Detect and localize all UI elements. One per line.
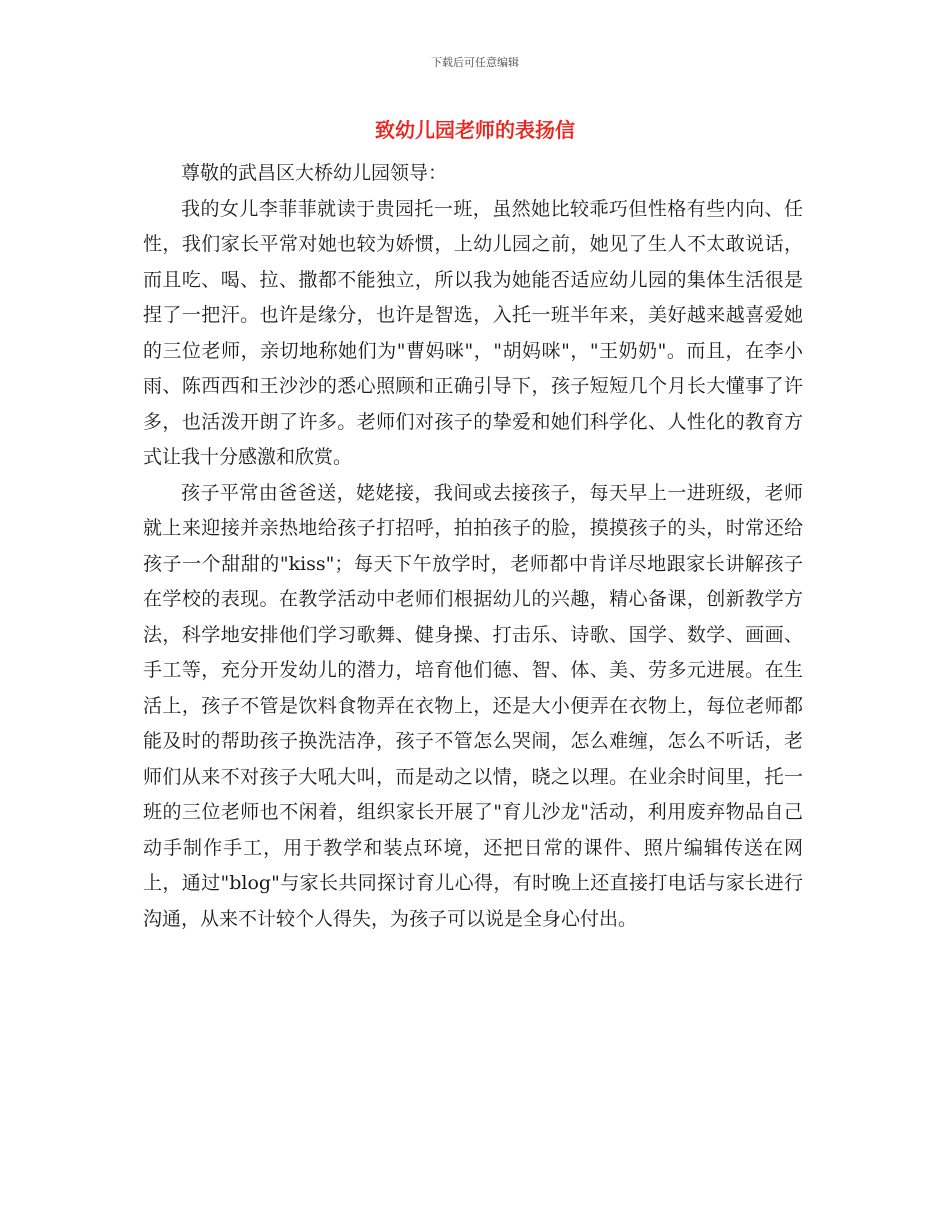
letter-body (143, 156, 803, 937)
letter-paragraph-1: 我的女儿李菲菲就读于贵园托一班，虽然她比较乖巧但性格有些内向、任性，我们家长平常对她也较为娇惯，上幼儿园之前，她见了生人不太敢说话，而且吃、喝、拉、撒都不能独立，所以我为她能否适应幼儿园的集体生活很是捏了一把汗。也许是缘分，也许是智选，入托一班半年来，美好越来越喜爱她的三位老师，亲切地称她们为"曹妈咪"，"胡妈咪"，"王奶奶"。而且，在李小雨、陈西西和王沙沙的悉心照顾和正确引导下，孩子短短几个月长大懂事了许多，也活泼开朗了许多。老师们对孩子的挚爱和她们科学化、人性化的教育方式让我十分感激和欣赏。 (143, 197, 803, 468)
document-title: 致幼儿园老师的表扬信 (375, 118, 575, 142)
letter-salutation: 尊敬的武昌区大桥幼儿园领导： (181, 162, 448, 184)
letter-paragraph-2: 孩子平常由爸爸送，姥姥接，我间或去接孩子，每天早上一进班级，老师就上来迎接并亲热地给孩子打招呼，拍拍孩子的脸，摸摸孩子的头，时常还给孩子一个甜甜的"kiss"；每天下午放学时，老师都中肯详尽地跟家长讲解孩子在学校的表现。在教学活动中老师们根据幼儿的兴趣，精心备课，创新教学方法，科学地安排他们学习歌舞、健身操、打击乐、诗歌、国学、数学、画画、手工等，充分开发幼儿的潜力，培育他们德、智、体、美、劳多元进展。在生活上，孩子不管是饮料食物弄在衣物上，还是大小便弄在衣物上，每位老师都能及时的帮助孩子换洗洁净，孩子不管怎么哭闹，怎么难缠，怎么不听话，老师们从来不对孩子大吼大叫，而是动之以情，晓之以理。在业余时间里，托一班的三位老师也不闲着，组织家长开展了"育儿沙龙"活动，利用废弃物品自己动手制作手工，用于教学和装点环境，还把日常的课件、照片编辑传送在网上，通过"blog"与家长共同探讨育儿心得，有时晚上还直接打电话与家长进行沟通，从来不计较个人得失，为孩子可以说是全身心付出。 (143, 481, 803, 930)
page-header-note: 下载后可任意编辑 (431, 56, 519, 69)
